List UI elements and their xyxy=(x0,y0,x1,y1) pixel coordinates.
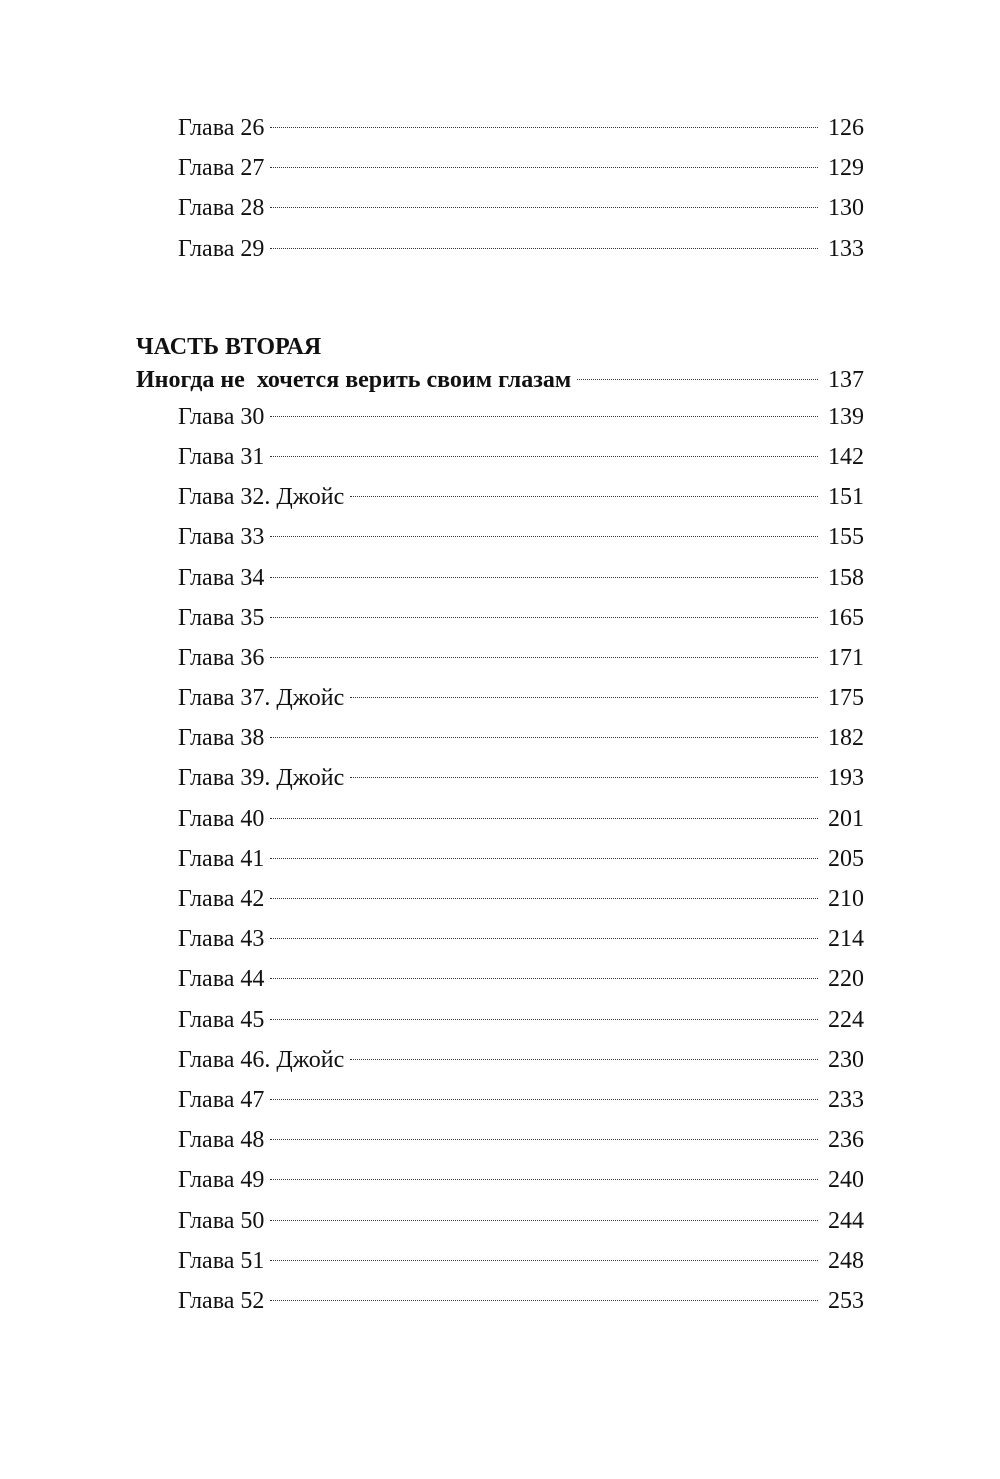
toc-entry-label: Глава 39. Джойс xyxy=(178,765,345,792)
toc-entry-label: Глава 50 xyxy=(178,1207,265,1234)
toc-entry[interactable] xyxy=(136,638,864,678)
dot-leader xyxy=(270,416,818,417)
toc-entry-page: 182 xyxy=(828,725,864,752)
toc-entry-page: 137 xyxy=(828,366,864,393)
toc-entry-label: Глава 34 xyxy=(178,564,265,591)
toc-entry-label: Глава 43 xyxy=(178,926,265,953)
toc-entry-page: 214 xyxy=(828,926,864,953)
toc-entry-label: Глава 27 xyxy=(178,155,265,182)
toc-entry-page: 248 xyxy=(828,1247,864,1274)
toc-entry[interactable] xyxy=(136,678,864,718)
toc-entry-label: Глава 38 xyxy=(178,725,265,752)
toc-entry-label: Глава 28 xyxy=(178,195,265,222)
dot-leader xyxy=(270,617,818,618)
toc-entry-label: Глава 41 xyxy=(178,845,265,872)
toc-entry-label: Глава 46. Джойс xyxy=(178,1046,345,1073)
table-of-contents xyxy=(136,108,864,1321)
dot-leader xyxy=(270,207,818,208)
dot-leader xyxy=(577,379,818,380)
toc-entry-page: 236 xyxy=(828,1127,864,1154)
part-title: ЧАСТЬ ВТОРАЯ xyxy=(136,333,322,360)
dot-leader xyxy=(270,858,818,859)
toc-entry[interactable] xyxy=(136,558,864,598)
dot-leader xyxy=(270,657,818,658)
toc-entry-page: 126 xyxy=(828,115,864,141)
toc-entry-label: Глава 33 xyxy=(178,524,265,551)
toc-entry[interactable] xyxy=(136,229,864,269)
toc-entry[interactable] xyxy=(136,1201,864,1241)
dot-leader xyxy=(270,818,818,819)
dot-leader xyxy=(270,898,818,899)
dot-leader xyxy=(270,1179,818,1180)
toc-entry-page: 230 xyxy=(828,1046,864,1073)
toc-entry[interactable] xyxy=(136,799,864,839)
toc-entry-page: 158 xyxy=(828,564,864,591)
toc-entry-label: Глава 37. Джойс xyxy=(178,685,345,712)
dot-leader xyxy=(270,127,818,128)
dot-leader xyxy=(270,1300,818,1301)
toc-entry-page: 139 xyxy=(828,403,864,430)
toc-entry-label: Глава 48 xyxy=(178,1127,265,1154)
toc-entry-label: Глава 51 xyxy=(178,1247,265,1274)
toc-entry-label: Глава 45 xyxy=(178,1006,265,1033)
toc-entry[interactable] xyxy=(136,1120,864,1160)
toc-entry-page: 165 xyxy=(828,604,864,631)
dot-leader xyxy=(270,456,818,457)
dot-leader xyxy=(350,496,818,497)
toc-entry-page: 233 xyxy=(828,1086,864,1113)
toc-entry-page: 142 xyxy=(828,443,864,470)
toc-entry-page: 244 xyxy=(828,1207,864,1234)
toc-entry[interactable] xyxy=(136,1241,864,1281)
toc-entry-page: 175 xyxy=(828,685,864,712)
toc-entry[interactable] xyxy=(136,959,864,999)
toc-entry-label: Глава 52 xyxy=(178,1287,265,1314)
toc-entry-page: 253 xyxy=(828,1287,864,1314)
toc-entry-label: Глава 49 xyxy=(178,1167,265,1194)
toc-entry-label: Глава 42 xyxy=(178,886,265,912)
dot-leader xyxy=(270,737,818,738)
part-one-tail xyxy=(136,108,864,269)
toc-entry[interactable] xyxy=(136,1281,864,1321)
toc-entry[interactable] xyxy=(136,1000,864,1040)
toc-entry-page: 133 xyxy=(828,235,864,262)
toc-entry[interactable] xyxy=(136,148,864,188)
toc-entry-page: 201 xyxy=(828,805,864,832)
toc-entry[interactable] xyxy=(136,718,864,758)
toc-entry-page: 240 xyxy=(828,1167,864,1194)
dot-leader xyxy=(350,1059,818,1060)
part-subtitle-entry[interactable] xyxy=(136,363,864,397)
toc-entry-label: Глава 35 xyxy=(178,604,265,631)
dot-leader xyxy=(270,1099,818,1100)
toc-entry-label: Глава 47 xyxy=(178,1086,265,1113)
toc-entry-label: Иногда не хочется верить своим глазам xyxy=(136,366,572,393)
toc-entry-label: Глава 30 xyxy=(178,403,265,430)
toc-entry[interactable] xyxy=(136,919,864,959)
toc-entry-label: Глава 31 xyxy=(178,443,265,470)
toc-entry[interactable] xyxy=(136,517,864,557)
dot-leader xyxy=(270,248,818,249)
toc-entry-page: 151 xyxy=(828,484,864,511)
dot-leader xyxy=(270,1019,818,1020)
dot-leader xyxy=(270,536,818,537)
toc-entry-label: Глава 29 xyxy=(178,235,265,262)
toc-entry[interactable] xyxy=(136,1040,864,1080)
toc-entry[interactable] xyxy=(136,839,864,879)
toc-entry[interactable] xyxy=(136,1080,864,1120)
toc-entry[interactable] xyxy=(136,188,864,228)
toc-entry[interactable] xyxy=(136,1160,864,1200)
toc-entry[interactable] xyxy=(136,758,864,798)
dot-leader xyxy=(270,1220,818,1221)
dot-leader xyxy=(270,167,818,168)
toc-entry[interactable] xyxy=(136,108,864,148)
toc-entry-page: 171 xyxy=(828,644,864,671)
dot-leader xyxy=(270,938,818,939)
dot-leader xyxy=(350,697,818,698)
dot-leader xyxy=(350,777,818,778)
toc-entry-page: 210 xyxy=(828,886,864,912)
toc-entry-page: 224 xyxy=(828,1006,864,1033)
dot-leader xyxy=(270,978,818,979)
toc-entry-label: Глава 36 xyxy=(178,644,265,671)
toc-entry-label: Глава 40 xyxy=(178,805,265,832)
chapter-list xyxy=(136,397,864,1321)
toc-entry-page: 130 xyxy=(828,195,864,222)
dot-leader xyxy=(270,1260,818,1261)
toc-entry-page: 193 xyxy=(828,765,864,792)
toc-entry[interactable] xyxy=(136,598,864,638)
toc-entry-page: 220 xyxy=(828,966,864,993)
toc-entry[interactable] xyxy=(136,437,864,477)
toc-entry-page: 205 xyxy=(828,845,864,872)
toc-entry-page: 129 xyxy=(828,155,864,182)
toc-entry-label: Глава 44 xyxy=(178,966,265,993)
dot-leader xyxy=(270,577,818,578)
dot-leader xyxy=(270,1139,818,1140)
toc-entry[interactable] xyxy=(136,477,864,517)
toc-entry[interactable] xyxy=(136,879,864,919)
toc-entry-label: Глава 32. Джойс xyxy=(178,484,345,511)
toc-entry-label: Глава 26 xyxy=(178,115,265,141)
toc-entry[interactable] xyxy=(136,397,864,437)
toc-entry-page: 155 xyxy=(828,524,864,551)
part-two xyxy=(136,331,864,1321)
